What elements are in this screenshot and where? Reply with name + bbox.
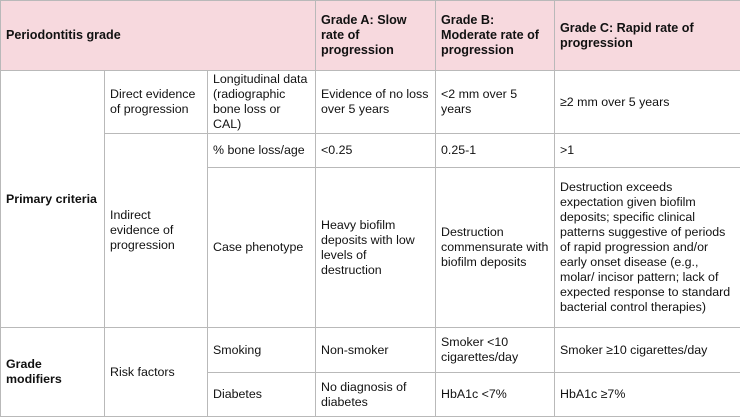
grade-modifiers-label: Grade modifiers xyxy=(1,328,105,417)
table-header-row xyxy=(1,1,740,71)
header-periodontitis-grade: Periodontitis grade xyxy=(1,1,316,71)
header-grade-b: Grade B: Moderate rate of progression xyxy=(436,1,555,71)
diabetes-grade-c: HbA1c ≥7% xyxy=(555,373,740,417)
case-phenotype-grade-c: Destruction exceeds expectation given biofilm deposits; specific clinical patterns suggestive of periods of rapid progression and/or early onset disease (e.g., molar/ incisor pattern; lack of expected response to standard bacterial control therapies) xyxy=(555,168,740,328)
direct-evidence-label: Direct evidence of progression xyxy=(105,71,208,134)
smoking-grade-b: Smoker <10 cigarettes/day xyxy=(436,328,555,373)
longitudinal-data-label: Longitudinal data (radiographic bone loss or CAL) xyxy=(208,71,316,134)
longitudinal-grade-c: ≥2 mm over 5 years xyxy=(555,71,740,134)
longitudinal-grade-a: Evidence of no loss over 5 years xyxy=(316,71,436,134)
header-grade-c: Grade C: Rapid rate of progression xyxy=(555,1,740,71)
smoking-label: Smoking xyxy=(208,328,316,373)
case-phenotype-label: Case phenotype xyxy=(208,168,316,328)
bone-loss-age-grade-a: <0.25 xyxy=(316,134,436,168)
bone-loss-age-grade-c: >1 xyxy=(555,134,740,168)
longitudinal-grade-b: <2 mm over 5 years xyxy=(436,71,555,134)
smoking-grade-a: Non-smoker xyxy=(316,328,436,373)
bone-loss-age-label: % bone loss/age xyxy=(208,134,316,168)
bone-loss-age-grade-b: 0.25-1 xyxy=(436,134,555,168)
risk-factors-label: Risk factors xyxy=(105,328,208,417)
diabetes-label: Diabetes xyxy=(208,373,316,417)
smoking-grade-c: Smoker ≥10 cigarettes/day xyxy=(555,328,740,373)
primary-criteria-label: Primary criteria xyxy=(1,71,105,328)
table-row xyxy=(1,71,740,134)
diabetes-grade-a: No diagnosis of diabetes xyxy=(316,373,436,417)
case-phenotype-grade-b: Destruction commensurate with biofilm deposits xyxy=(436,168,555,328)
indirect-evidence-label: Indirect evidence of progression xyxy=(105,134,208,328)
header-grade-a: Grade A: Slow rate of progression xyxy=(316,1,436,71)
table-row xyxy=(1,328,740,373)
case-phenotype-grade-a: Heavy biofilm deposits with low levels of destruction xyxy=(316,168,436,328)
table-row xyxy=(1,134,740,168)
diabetes-grade-b: HbA1c <7% xyxy=(436,373,555,417)
